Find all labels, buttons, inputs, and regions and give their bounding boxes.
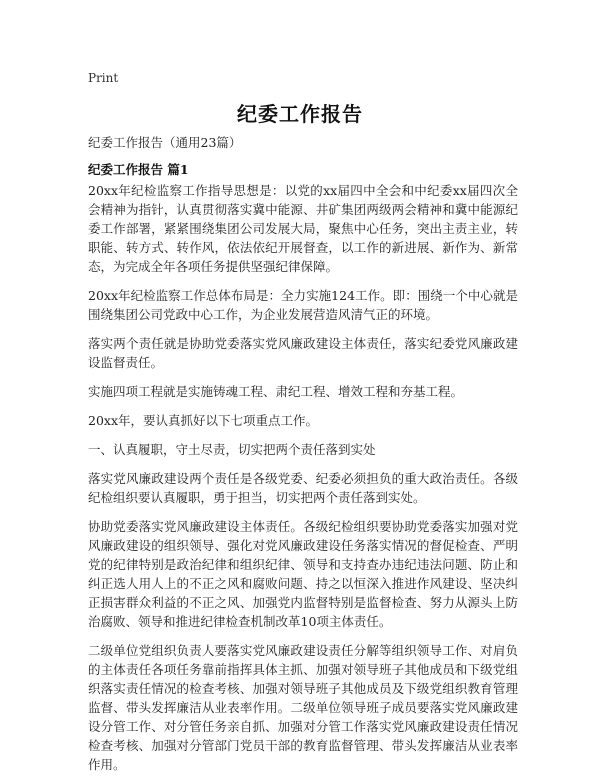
paragraph: 实施四项工程就是实施铸魂工程、肃纪工程、增效工程和夯基工程。 (88, 384, 464, 399)
document-title: 纪委工作报告 (237, 102, 363, 126)
paragraph: 一、认真履职，守土尽责，切实把两个责任落到实处 (88, 442, 376, 457)
document-subtitle: 纪委工作报告（通用23篇） (88, 135, 242, 150)
section-heading: 纪委工作报告 篇1 (88, 162, 189, 177)
paragraph: 落实党风廉政建设两个责任是各级党委、纪委必须担负的重大政治责任。各级纪检组织要认真履职，勇于担当，切实把两个责任落到实处。 (88, 471, 518, 505)
print-label: Print (88, 71, 119, 85)
paragraph: 20xx年，要认真抓好以下七项重点工作。 (88, 413, 319, 428)
document-body (88, 181, 518, 784)
paragraph: 20xx年纪检监察工作指导思想是：以党的xx届四中全会和中纪委xx届四次全会精神为指针，认真贯彻落实冀中能源、井矿集团两级两会精神和冀中能源纪委工作部署，紧紧围绕集团公司发展大局，聚焦中心任务，突出主责主业，转职能、转方式、转作风，依法依纪开展督查，以工作的新进展、新作为、新常态，为完成全年各项任务提供坚强纪律保障。 (88, 183, 518, 274)
paragraph: 协助党委落实党风廉政建设主体责任。各级纪检组织要协助党委落实加强对党风廉政建设的组织领导、强化对党风廉政建设任务落实情况的督促检查、严明党的纪律特别是政治纪律和组织纪律、领导和支持查办违纪违法问题、防止和纠正选人用人上的不正之风和腐败问题、持之以恒深入推进作风建设、坚决纠正损害群众利益的不正之风、加强党内监督特别是监督检查、努力从源头上防治腐败、领导和推进纪律检查机制改革10项主体责任。 (88, 519, 518, 629)
paragraph: 20xx年纪检监察工作总体布局是：全力实施124工作。即：围绕一个中心就是围绕集团公司党政中心工作，为企业发展营造风清气正的环境。 (88, 288, 518, 322)
paragraph: 落实两个责任就是协助党委落实党风廉政建设主体责任，落实纪委党风廉政建设监督责任。 (88, 336, 518, 370)
paragraph: 二级单位党组织负责人要落实党风廉政建设责任分解等组织领导工作、对肩负的主体责任各项任务靠前指挥具体主抓、加强对领导班子其他成员和下级党组织落实责任情况的检查考核、加强对领导班子其他成员及下级党组织教育管理监督、带头发挥廉洁从业表率作用。二级单位领导班子成员要落实党风廉政建设分管工作、对分管任务亲自抓、加强对分管工作落实党风廉政建设责任情况检查考核、加强对分管部门党员干部的教育监督管理、带头发挥廉洁从业表率作用。 (88, 643, 518, 772)
